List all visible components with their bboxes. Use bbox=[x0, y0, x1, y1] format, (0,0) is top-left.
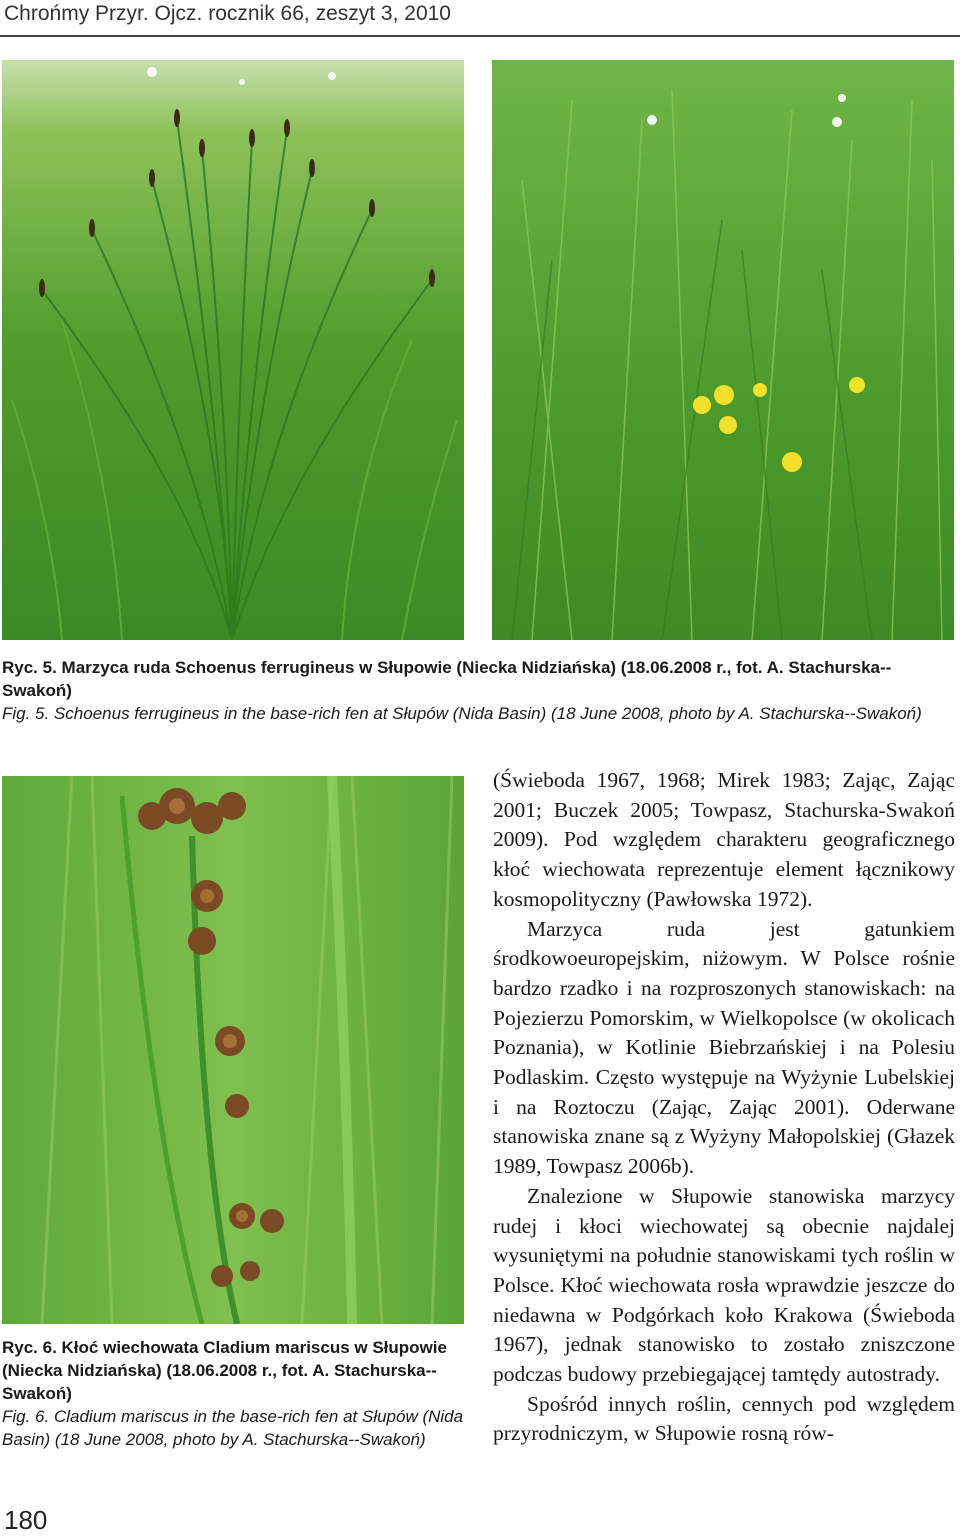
photo-fen-meadow bbox=[492, 60, 954, 640]
photo-cladium-mariscus bbox=[2, 776, 464, 1324]
figure6-caption bbox=[2, 1336, 464, 1451]
body-paragraph: Marzyca ruda jest gatunkiem środkowoeuropejskim, niżowym. W Polsce rośnie bardzo rzadko i na rozproszonych stanowiskach: na Pojezierzu Pomorskim, w Wielkopolsce (w okolicach Poznania), w Kotlinie Biebrzańskiej i na Polesiu Podlaskim. Często występuje na Wyżynie Lubelskiej i na Roztoczu (Zając, Zając 2001). Oderwane stanowiska znane są z Wyżyny Małopolskiej (Głazek 1989, Towpasz 2006b). bbox=[493, 916, 955, 1179]
figure5-caption bbox=[2, 656, 956, 725]
figure6-caption-pl: Ryc. 6. Kłoć wiechowata Cladium mariscus w Słupowie (Niecka Nidziańska) (18.06.2008 r., fot. A. Stachurska--Swakoń) bbox=[2, 1338, 447, 1403]
body-paragraph: (Świeboda 1967, 1968; Mirek 1983; Zając, Zając 2001; Buczek 2005; Towpasz, Stachurska-Swakoń 2009). Pod względem charakteru geograficznego kłoć wiechowata reprezentuje element łącznikowy kosmopolityczny (Pawłowska 1972). bbox=[493, 768, 955, 911]
figure5-caption-pl: Ryc. 5. Marzyca ruda Schoenus ferrugineus w Słupowie (Niecka Nidziańska) (18.06.2008 r., fot. A. Stachurska--Swakoń) bbox=[2, 658, 892, 700]
header-rule bbox=[0, 35, 960, 37]
page-number: 180 bbox=[4, 1505, 48, 1535]
photo-schoenus-tussock bbox=[2, 60, 464, 640]
figure6-caption-en: Fig. 6. Cladium mariscus in the base-rich fen at Słupów (Nida Basin) (18 June 2008, photo by A. Stachurska--Swakoń) bbox=[2, 1407, 464, 1449]
figure5-caption-en: Fig. 5. Schoenus ferrugineus in the base-rich fen at Słupów (Nida Basin) (18 June 2008, photo by A. Stachurska--Swakoń) bbox=[2, 704, 922, 723]
running-head: Chrońmy Przyr. Ojcz. rocznik 66, zeszyt 3, 2010 bbox=[4, 2, 451, 25]
body-text-column bbox=[493, 766, 955, 1449]
body-paragraph: Znalezione w Słupowie stanowiska marzycy rudej i kłoci wiechowatej są obecnie najdalej wysuniętymi na południe stanowiskami tych roślin w Polsce. Kłoć wiechowata rosła wprawdzie jeszcze do niedawna w Podgórkach koło Krakowa (Świeboda 1967), jednak stanowisko to zostało zniszczone podczas budowy przebiegającej tamtędy autostrady. bbox=[493, 1183, 955, 1387]
body-paragraph: Spośród innych roślin, cennych pod względem przyrodniczym, w Słupowie rosną rów- bbox=[493, 1391, 955, 1446]
